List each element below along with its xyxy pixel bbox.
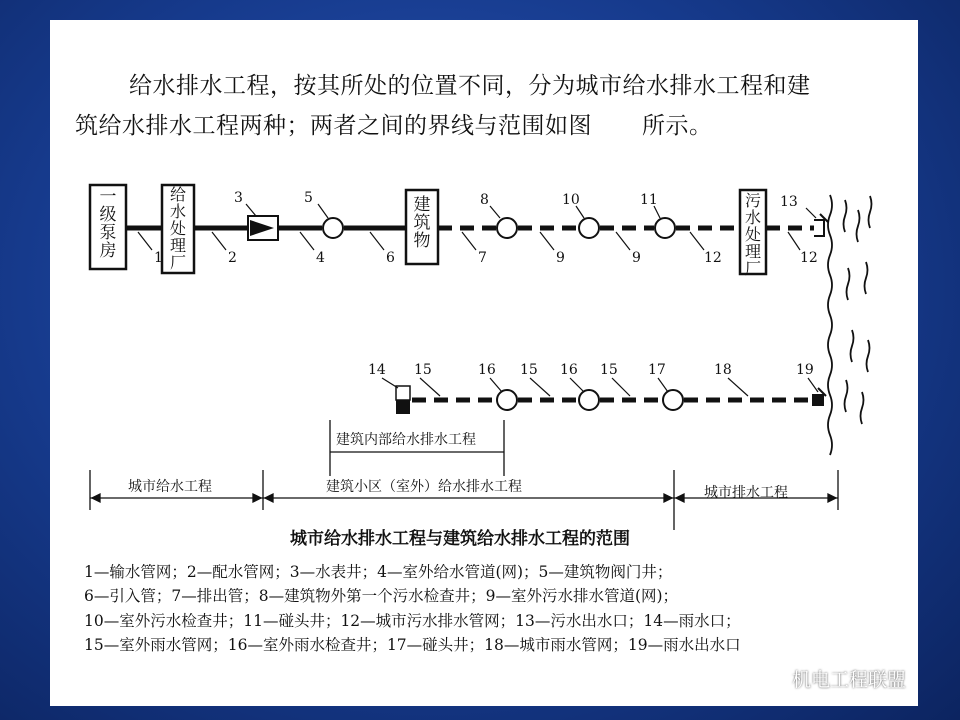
watermark-text: 机电工程联盟 [792, 668, 907, 691]
range-building-internal [330, 420, 504, 476]
junction-well-11 [655, 218, 675, 238]
num-18: 18 [714, 362, 732, 378]
num-14: 14 [368, 362, 386, 378]
range-city-drainage-label: 城市排水工程 [704, 485, 788, 501]
rain-well-16b [579, 390, 599, 410]
num-19: 19 [796, 362, 814, 378]
num-11: 11 [640, 192, 658, 208]
num-9a: 9 [556, 250, 565, 266]
num-10: 10 [562, 192, 580, 208]
legend-line-1: 1—输水管网；2—配水管网；3—水表井；4—室外给水管道(网)；5—建筑物阀门井； [84, 563, 673, 581]
pump-house-label: 一级泵房 [99, 187, 117, 261]
num-7: 7 [478, 250, 487, 266]
range-building-internal-label: 建筑内部给水排水工程 [336, 432, 476, 448]
legend-line-2: 6—引入管；7—排出管；8—建筑物外第一个污水检查井；9—室外污水排水管道(网)； [84, 587, 679, 606]
sewage-treatment-label: 污水处理厂 [744, 191, 762, 278]
num-6: 6 [386, 250, 395, 266]
water-meter-well-symbol [248, 216, 278, 240]
bottom-leaders [382, 378, 818, 396]
inspection-well-10 [579, 218, 599, 238]
wechat-icon [754, 666, 784, 690]
num-16b: 16 [560, 362, 578, 378]
figure-title: 城市给水排水工程与建筑给水排水工程的范围 [290, 529, 630, 549]
num-15c: 15 [600, 362, 618, 378]
legend-line-4: 15—室外雨水管网；16—室外雨水检查井；17—碰头井；18—城市雨水管网；19—雨水出水口 [84, 636, 741, 655]
legend-line-3: 10—室外污水检查井；11—碰头井；12—城市污水排水管网；13—污水出水口；14—雨水口； [84, 611, 741, 630]
junction-well-17 [663, 390, 683, 410]
building-label: 建筑物 [413, 195, 431, 251]
num-4: 4 [316, 250, 325, 266]
num-17: 17 [648, 362, 666, 378]
intro-line-2-a: 筑给水排水工程两种；两者之间的界线与范围如图 [75, 113, 592, 139]
bottom-number-labels [368, 362, 814, 378]
num-3: 3 [234, 190, 243, 206]
num-15a: 15 [414, 362, 432, 378]
num-12b: 12 [800, 250, 818, 266]
num-5: 5 [304, 190, 313, 206]
num-15b: 15 [520, 362, 538, 378]
inspection-well-8 [497, 218, 517, 238]
rain-outlet-symbol [812, 388, 826, 406]
valve-well-5 [323, 218, 343, 238]
num-9b: 9 [632, 250, 641, 266]
legend [84, 560, 904, 658]
range-district-label: 建筑小区（室外）给水排水工程 [326, 479, 522, 495]
num-13: 13 [780, 194, 798, 210]
rain-inlet-symbol [396, 386, 410, 414]
range-city-supply-label: 城市给水工程 [128, 479, 212, 495]
num-12a: 12 [704, 250, 722, 266]
water-treatment-label: 给水处理厂 [169, 185, 187, 272]
num-1: 1 [154, 250, 163, 266]
intro-line-1: 给水排水工程，按其所处的位置不同，分为城市给水排水工程和建 [129, 73, 811, 99]
num-8: 8 [480, 192, 489, 208]
watermark [754, 664, 906, 692]
river-symbol [828, 195, 872, 455]
intro-line-2-b: 所示。 [642, 113, 713, 139]
num-16a: 16 [478, 362, 496, 378]
num-2: 2 [228, 250, 237, 266]
rain-well-16a [497, 390, 517, 410]
